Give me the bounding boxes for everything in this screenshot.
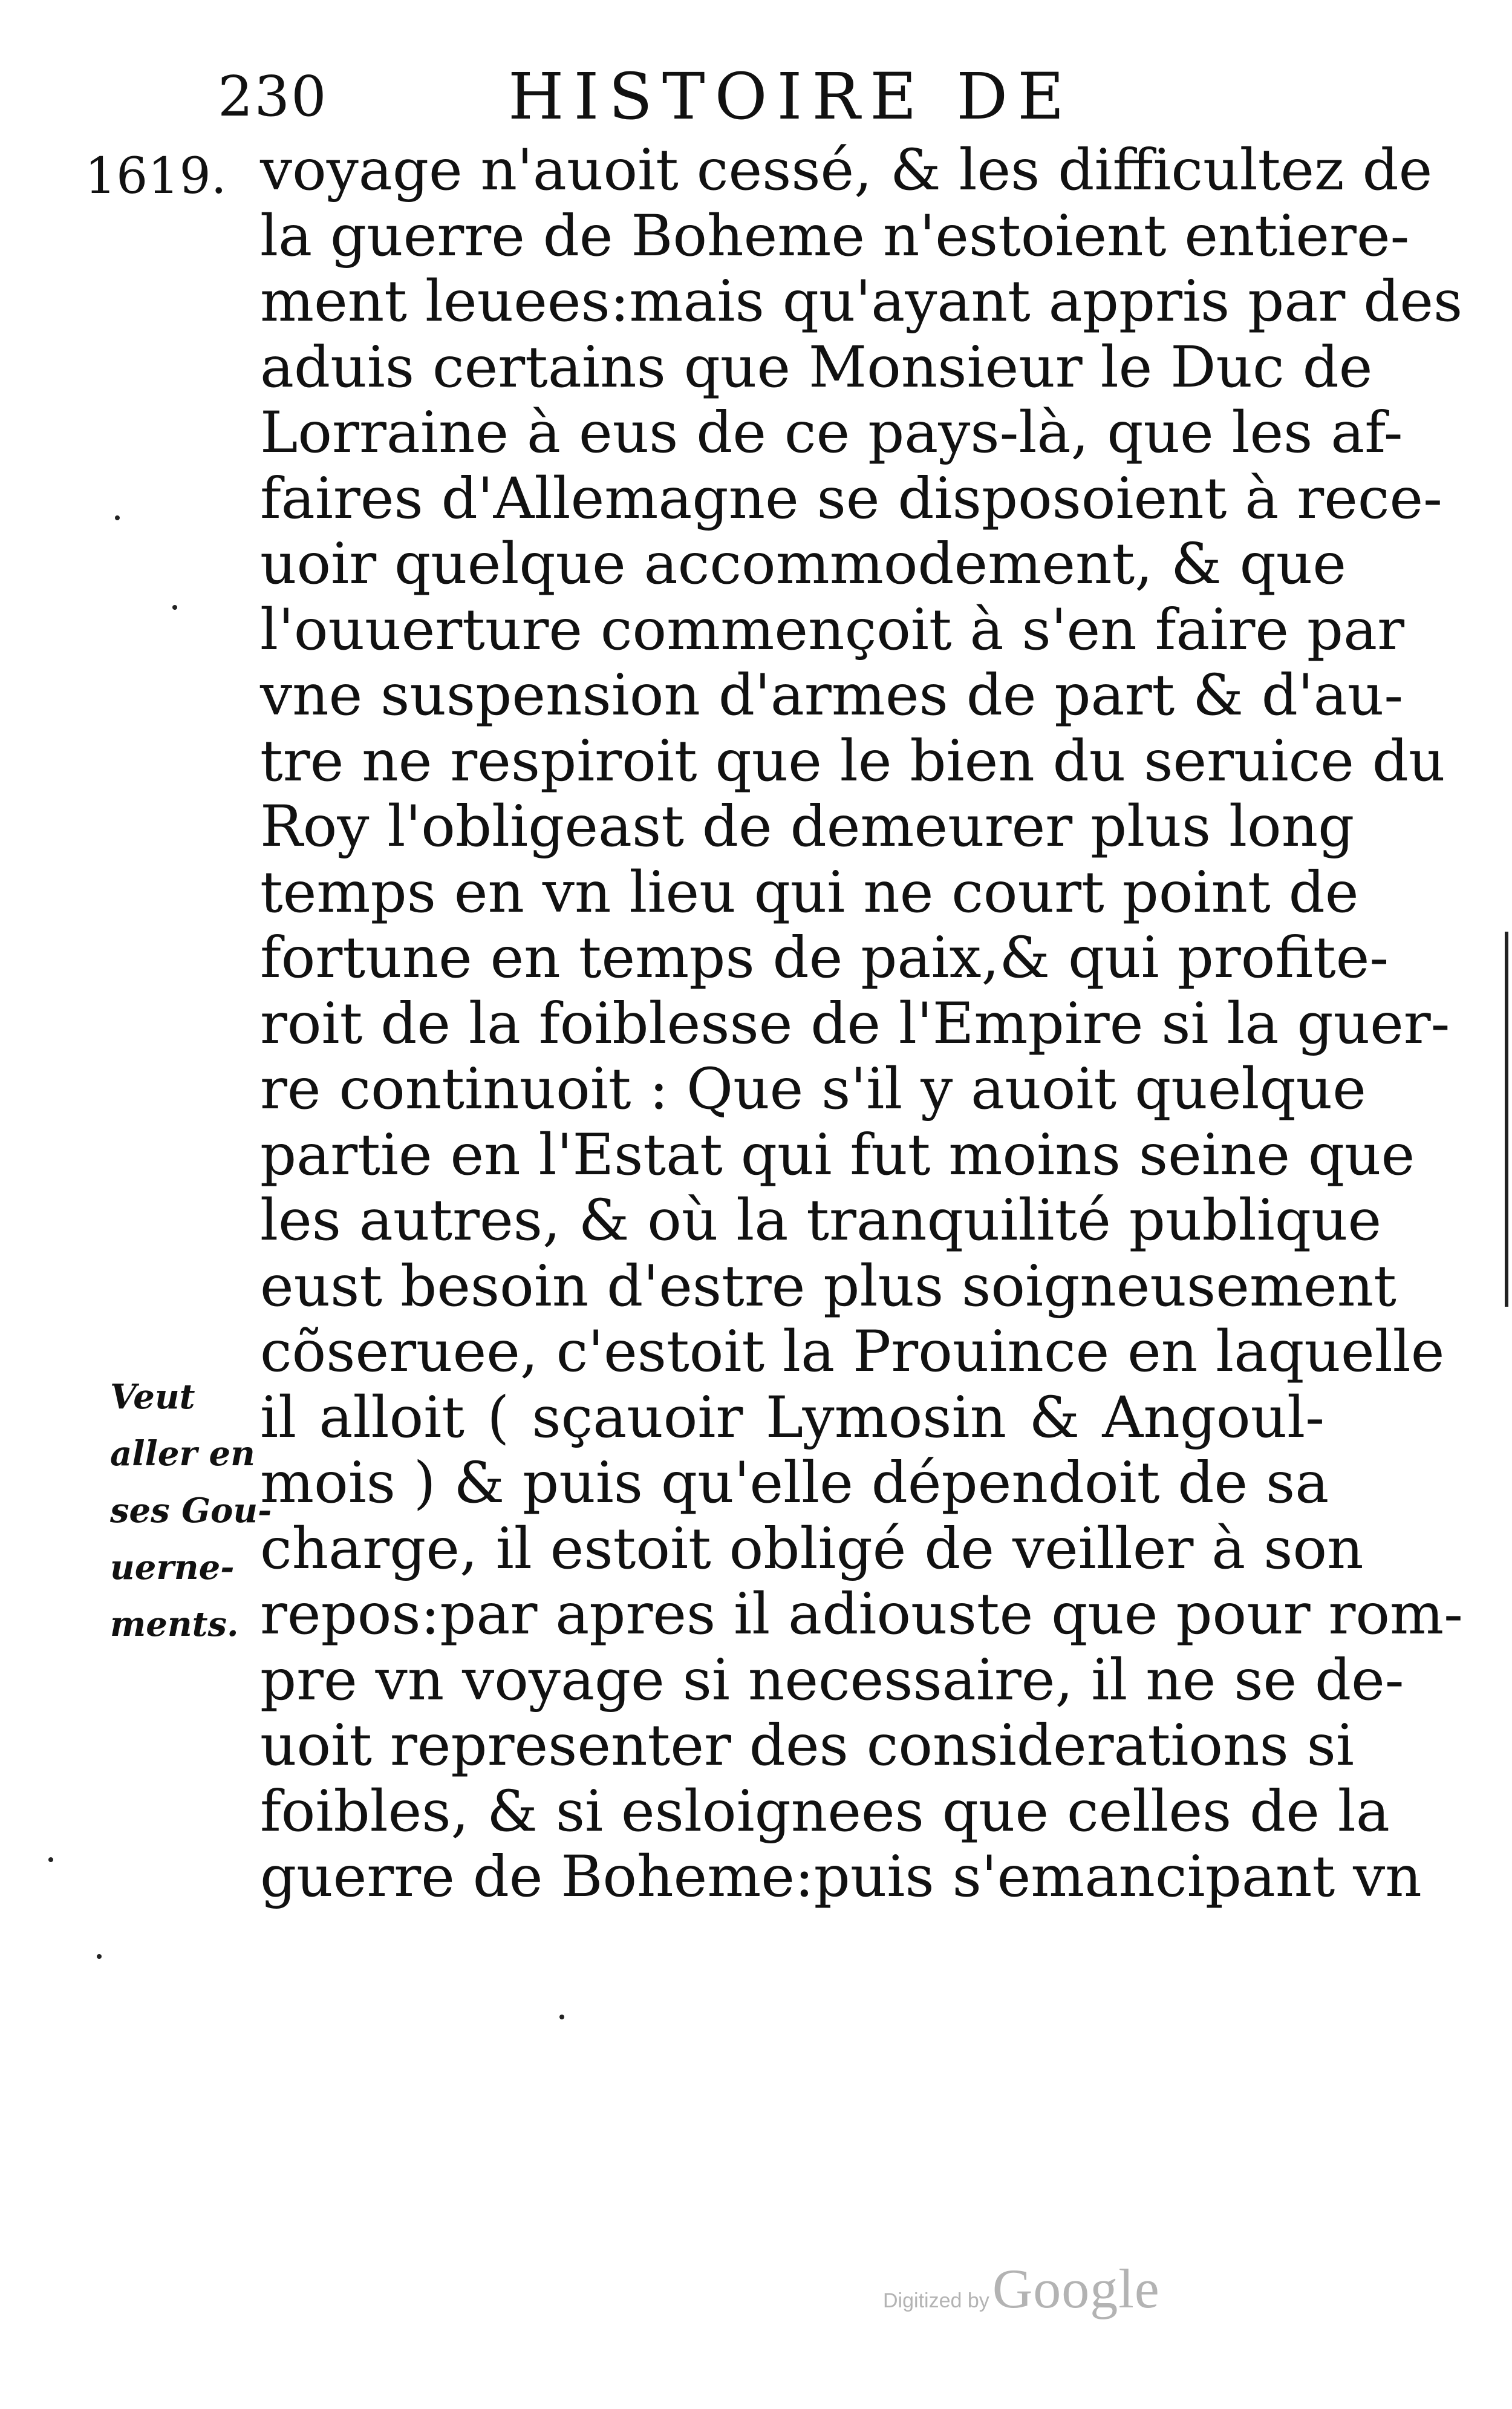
watermark-prefix: Digitized by [883,2289,989,2312]
text-line: uoit representer des considerations si [260,1713,1354,1779]
text-line: charge, il estoit obligé de veiller à son [260,1515,1364,1582]
text-line: guerre de Boheme:puis s'emancipant vn [260,1844,1422,1910]
google-logo: Google [992,2258,1160,2319]
ink-speck [115,515,120,520]
text-line: eust besoin d'estre plus soigneusement [260,1253,1396,1319]
text-line: mois ) & puis qu'elle dépendoit de sa [260,1450,1329,1516]
text-line: uoir quelque accommodement, & que [260,531,1346,597]
body-text [260,137,1463,1911]
text-line: il alloit ( sçauoir Lymosin & Angoul- [260,1384,1325,1451]
text-line: repos:par apres il adiouste que pour rom- [260,1581,1463,1647]
text-line: voyage n'auoit cessé, & les difficultez de [260,137,1433,203]
ink-speck [97,1954,102,1959]
margin-year: 1619. [85,148,227,205]
text-line: foibles, & si esloignees que celles de la [260,1778,1390,1845]
ink-speck [48,1857,53,1862]
text-line: l'ouuerture commençoit à s'en faire par [260,597,1405,663]
running-title: HISTOIRE DE [508,59,1074,134]
marginal-note-line: ments. [110,1604,239,1644]
text-line: Roy l'obligeast de demeurer plus long [260,794,1355,860]
text-line: vne suspension d'armes de part & d'au- [260,662,1404,728]
marginal-note-line: Veut [110,1377,195,1417]
text-line: les autres, & où la tranquilité publique [260,1188,1382,1254]
text-line: roit de la foiblesse de l'Empire si la guer- [260,990,1450,1057]
text-line: fortune en temps de paix,& qui profite- [260,925,1389,991]
page-number: 230 [218,64,328,129]
ink-speck [559,2015,564,2019]
scan-edge-line [1505,932,1508,1307]
text-line: temps en vn lieu qui ne court point de [260,859,1359,926]
marginal-note [110,1368,272,1653]
marginal-note-line: uerne- [110,1548,235,1587]
text-line: aduis certains que Monsieur le Duc de [260,334,1373,400]
text-line: ment leuees:mais qu'ayant appris par des [260,269,1463,335]
text-line: partie en l'Estat qui fut moins seine que [260,1122,1415,1188]
marginal-note-line: ses Gou- [110,1491,272,1531]
text-line: la guerre de Boheme n'estoient entiere- [260,203,1410,269]
digitized-watermark [883,2257,1160,2317]
text-line: faires d'Allemagne se disposoient à rece- [260,465,1442,532]
marginal-note-line: aller en [110,1434,255,1474]
page-header [218,57,1095,136]
text-line: pre vn voyage si necessaire, il ne se de- [260,1647,1404,1713]
text-line: Lorraine à eus de ce pays-là, que les af- [260,400,1403,466]
text-line: cõseruee, c'estoit la Prouince en laquelle [260,1319,1445,1385]
text-line: tre ne respiroit que le bien du seruice du [260,728,1445,794]
ink-speck [172,605,177,610]
text-line: re continuoit : Que s'il y auoit quelque [260,1056,1366,1122]
